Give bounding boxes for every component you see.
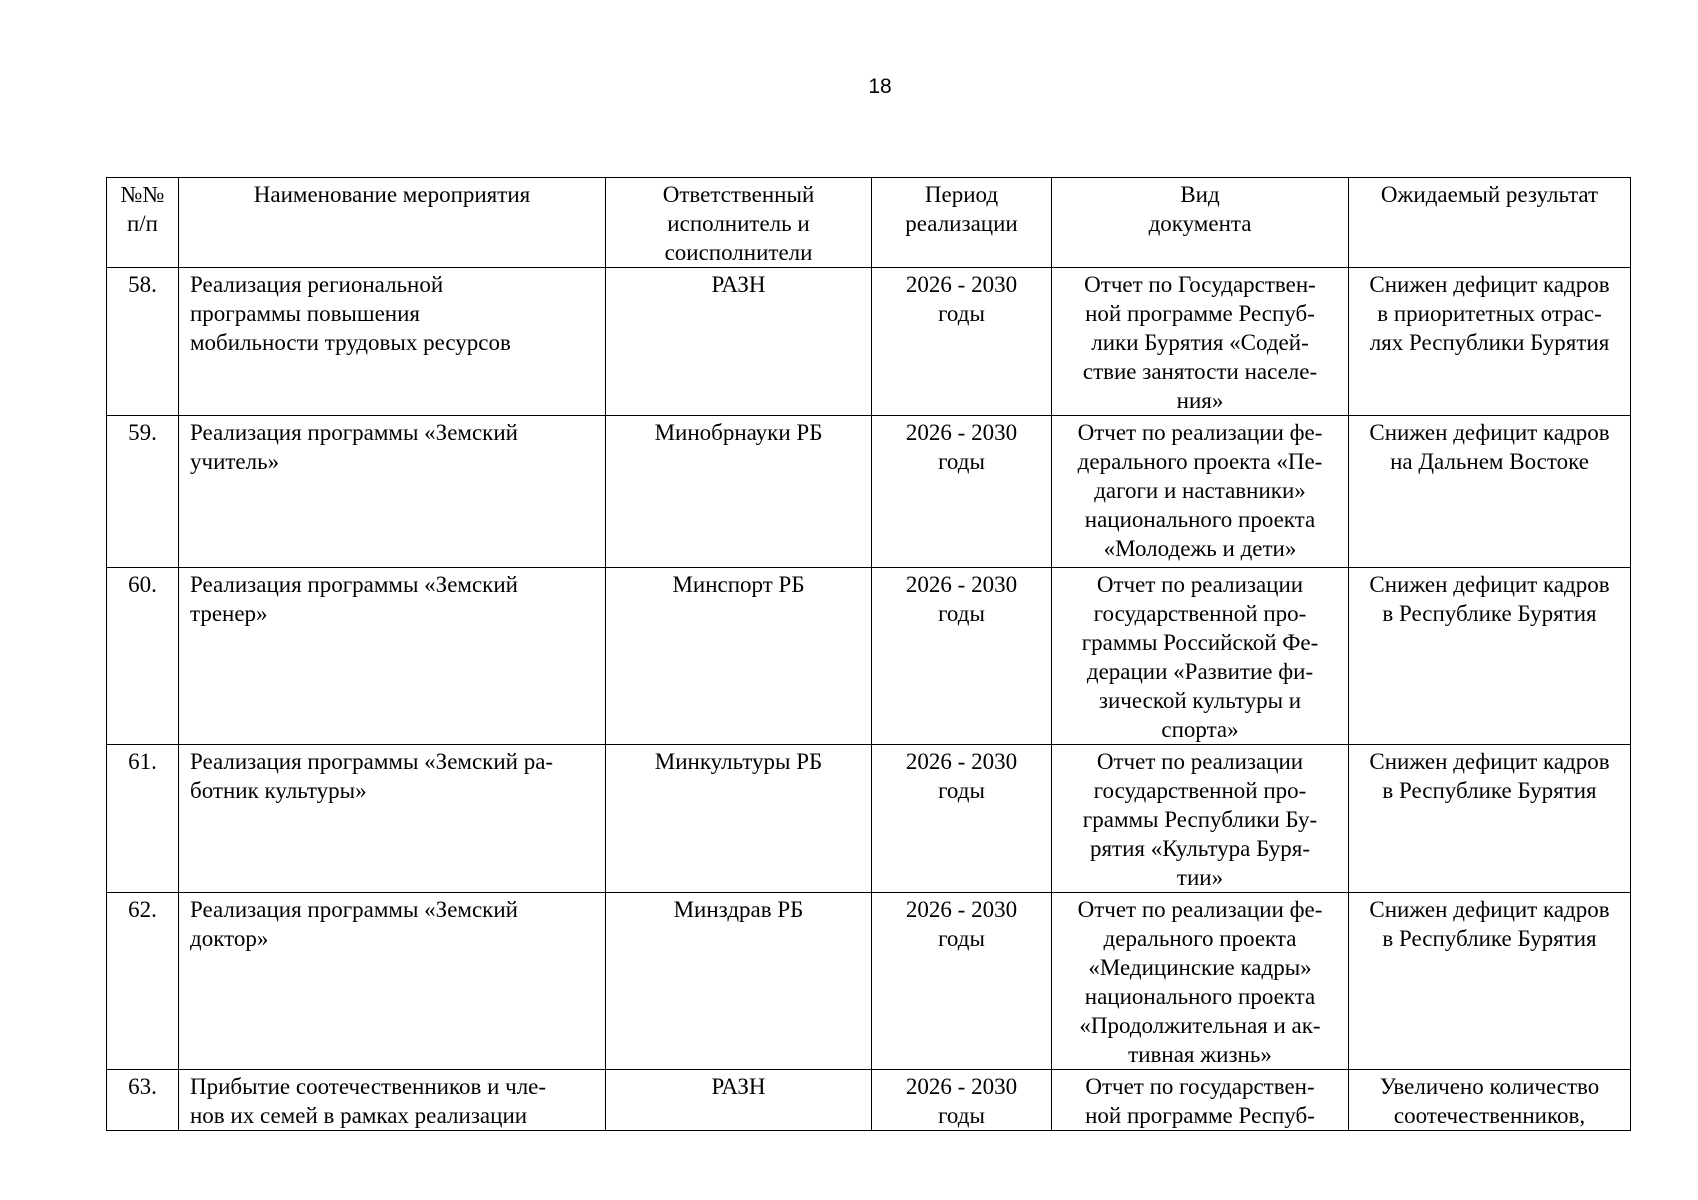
cell-name: Реализация программы «Земский учитель» xyxy=(179,416,606,568)
cell-responsible: Минобрнауки РБ xyxy=(606,416,872,568)
cell-doc-type: Отчет по реализации государственной про- граммы Российской Фе- дерации «Развитие фи- зической культуры и спорта» xyxy=(1052,568,1349,745)
cell-name: Прибытие соотечественников и чле- нов их семей в рамках реализации xyxy=(179,1070,606,1131)
cell-num: 60. xyxy=(107,568,179,745)
cell-result: Снижен дефицит кадров в Республике Бурятия xyxy=(1349,745,1631,893)
cell-period: 2026 - 2030 годы xyxy=(872,745,1052,893)
cell-name: Реализация региональной программы повышения мобильности трудовых ресурсов xyxy=(179,268,606,416)
cell-doc-type: Отчет по реализации фе- дерального проекта «Пе- дагоги и наставники» национального проекта «Молодежь и дети» xyxy=(1052,416,1349,568)
header-name: Наименование мероприятия xyxy=(179,178,606,268)
header-responsible: Ответственный исполнитель и соисполнители xyxy=(606,178,872,268)
header-result: Ожидаемый результат xyxy=(1349,178,1631,268)
table-row xyxy=(107,1070,1631,1131)
cell-num: 59. xyxy=(107,416,179,568)
cell-name: Реализация программы «Земский доктор» xyxy=(179,893,606,1070)
page-number: 18 xyxy=(868,75,892,98)
cell-result: Снижен дефицит кадров в Республике Бурятия xyxy=(1349,893,1631,1070)
cell-name: Реализация программы «Земский ра- ботник культуры» xyxy=(179,745,606,893)
cell-result: Снижен дефицит кадров в приоритетных отрас- лях Республики Бурятия xyxy=(1349,268,1631,416)
cell-result: Снижен дефицит кадров на Дальнем Востоке xyxy=(1349,416,1631,568)
table-row xyxy=(107,416,1631,568)
header-doc-type: Вид документа xyxy=(1052,178,1349,268)
cell-period: 2026 - 2030 годы xyxy=(872,893,1052,1070)
cell-doc-type: Отчет по Государствен- ной программе Респуб- лики Бурятия «Содей- ствие занятости населе- ния» xyxy=(1052,268,1349,416)
cell-period: 2026 - 2030 годы xyxy=(872,416,1052,568)
cell-num: 63. xyxy=(107,1070,179,1131)
cell-num: 58. xyxy=(107,268,179,416)
cell-responsible: Минздрав РБ xyxy=(606,893,872,1070)
table-row xyxy=(107,568,1631,745)
cell-result: Снижен дефицит кадров в Республике Бурятия xyxy=(1349,568,1631,745)
table-row xyxy=(107,268,1631,416)
header-num: №№ п/п xyxy=(107,178,179,268)
cell-period: 2026 - 2030 годы xyxy=(872,568,1052,745)
table-row xyxy=(107,745,1631,893)
cell-doc-type: Отчет по государствен- ной программе Респуб- xyxy=(1052,1070,1349,1131)
cell-responsible: Минспорт РБ xyxy=(606,568,872,745)
cell-responsible: РАЗН xyxy=(606,268,872,416)
cell-name: Реализация программы «Земский тренер» xyxy=(179,568,606,745)
cell-doc-type: Отчет по реализации фе- дерального проекта «Медицинские кадры» национального проекта «Продолжительная и ак- тивная жизнь» xyxy=(1052,893,1349,1070)
table-header-row xyxy=(107,178,1631,268)
cell-period: 2026 - 2030 годы xyxy=(872,1070,1052,1131)
cell-period: 2026 - 2030 годы xyxy=(872,268,1052,416)
measures-table xyxy=(106,177,1631,1131)
cell-doc-type: Отчет по реализации государственной про- граммы Республики Бу- рятия «Культура Буря- тии» xyxy=(1052,745,1349,893)
header-period: Период реализации xyxy=(872,178,1052,268)
cell-num: 62. xyxy=(107,893,179,1070)
cell-responsible: Минкультуры РБ xyxy=(606,745,872,893)
table-row xyxy=(107,893,1631,1070)
cell-result: Увеличено количество соотечественников, xyxy=(1349,1070,1631,1131)
cell-num: 61. xyxy=(107,745,179,893)
cell-responsible: РАЗН xyxy=(606,1070,872,1131)
